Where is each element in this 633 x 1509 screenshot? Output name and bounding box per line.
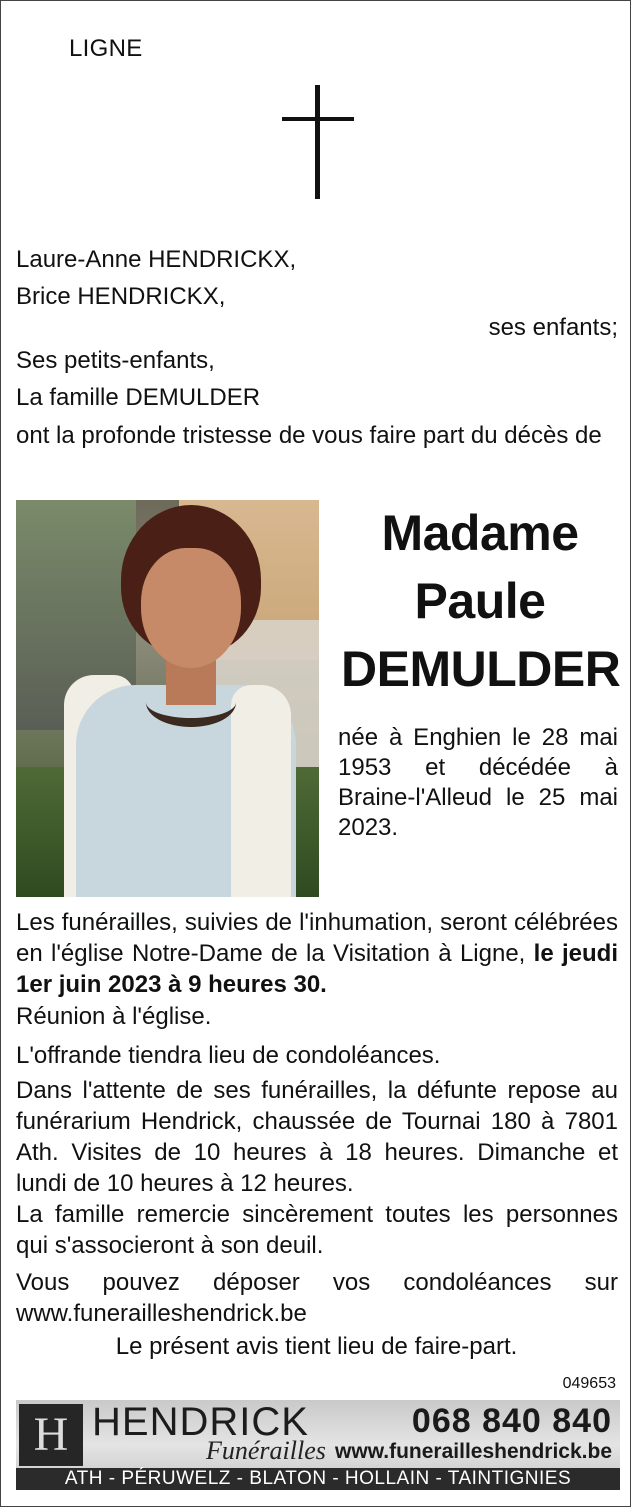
- deceased-last-name: DEMULDER: [341, 641, 621, 697]
- brand-name: HENDRICK: [92, 1400, 309, 1444]
- birth-death-text: née à Enghien le 28 mai 1953 et décédée à Braine-l'Alleud le 25 mai 2023.: [338, 724, 618, 841]
- family-role: ses enfants;: [488, 314, 618, 341]
- cross-icon: [282, 85, 354, 199]
- reference-number: 049653: [562, 1375, 616, 1392]
- announce-text: ont la profonde tristesse de vous faire part du décès de: [16, 422, 602, 449]
- funeral-home-banner: [16, 1400, 620, 1490]
- funeral-date: le jeudi 1er juin 2023 à 9 heures 30.: [16, 940, 619, 998]
- faire-part-note: Le présent avis tient lieu de faire-part.: [115, 1333, 518, 1360]
- attente-text: Dans l'attente de ses funérailles, la défunte repose au funérarium Hendrick, chaussée de Tournai 180 à 7801 Ath. Visites de 10 heures à 18 heures. Dimanche et lundi de 10 heures à 12 heures.: [16, 1077, 618, 1197]
- family-line-2: Brice HENDRICKX,: [16, 283, 226, 310]
- cities-list: ATH - PÉRUWELZ - BLATON - HOLLAIN - TAINTIGNIES: [16, 1468, 620, 1490]
- deceased-first-name: Paule: [414, 573, 546, 629]
- remerciement-text: La famille remercie sincèrement toutes les personnes qui s'associeront à son deuil.: [16, 1201, 618, 1259]
- brand-subtitle: Funérailles: [206, 1436, 326, 1465]
- locality: LIGNE: [69, 35, 143, 62]
- deceased-photo: [16, 500, 319, 897]
- reunion-text: Réunion à l'église.: [16, 1003, 212, 1030]
- deceased-name: [341, 499, 619, 703]
- family-line-3: Ses petits-enfants,: [16, 347, 215, 374]
- phone-number: 068 840 840: [411, 1402, 612, 1440]
- funeral-paragraph: [16, 907, 618, 1000]
- family-line-1: Laure-Anne HENDRICKX,: [16, 246, 297, 273]
- offrande-text: L'offrande tiendra lieu de condoléances.: [16, 1042, 441, 1069]
- family-line-4: La famille DEMULDER: [16, 384, 261, 411]
- website-link[interactable]: www.funerailleshendrick.be: [335, 1440, 612, 1463]
- funeral-text: Les funérailles, suivies de l'inhumation, seront célébrées en l'église Notre-Dame de la Visitation à Ligne,: [16, 909, 618, 967]
- condoleances-text: Vous pouvez déposer vos condoléances sur www.funerailleshendrick.be: [16, 1269, 618, 1327]
- hendrick-logo-icon: H: [19, 1404, 83, 1466]
- deceased-title: Madame: [381, 505, 579, 561]
